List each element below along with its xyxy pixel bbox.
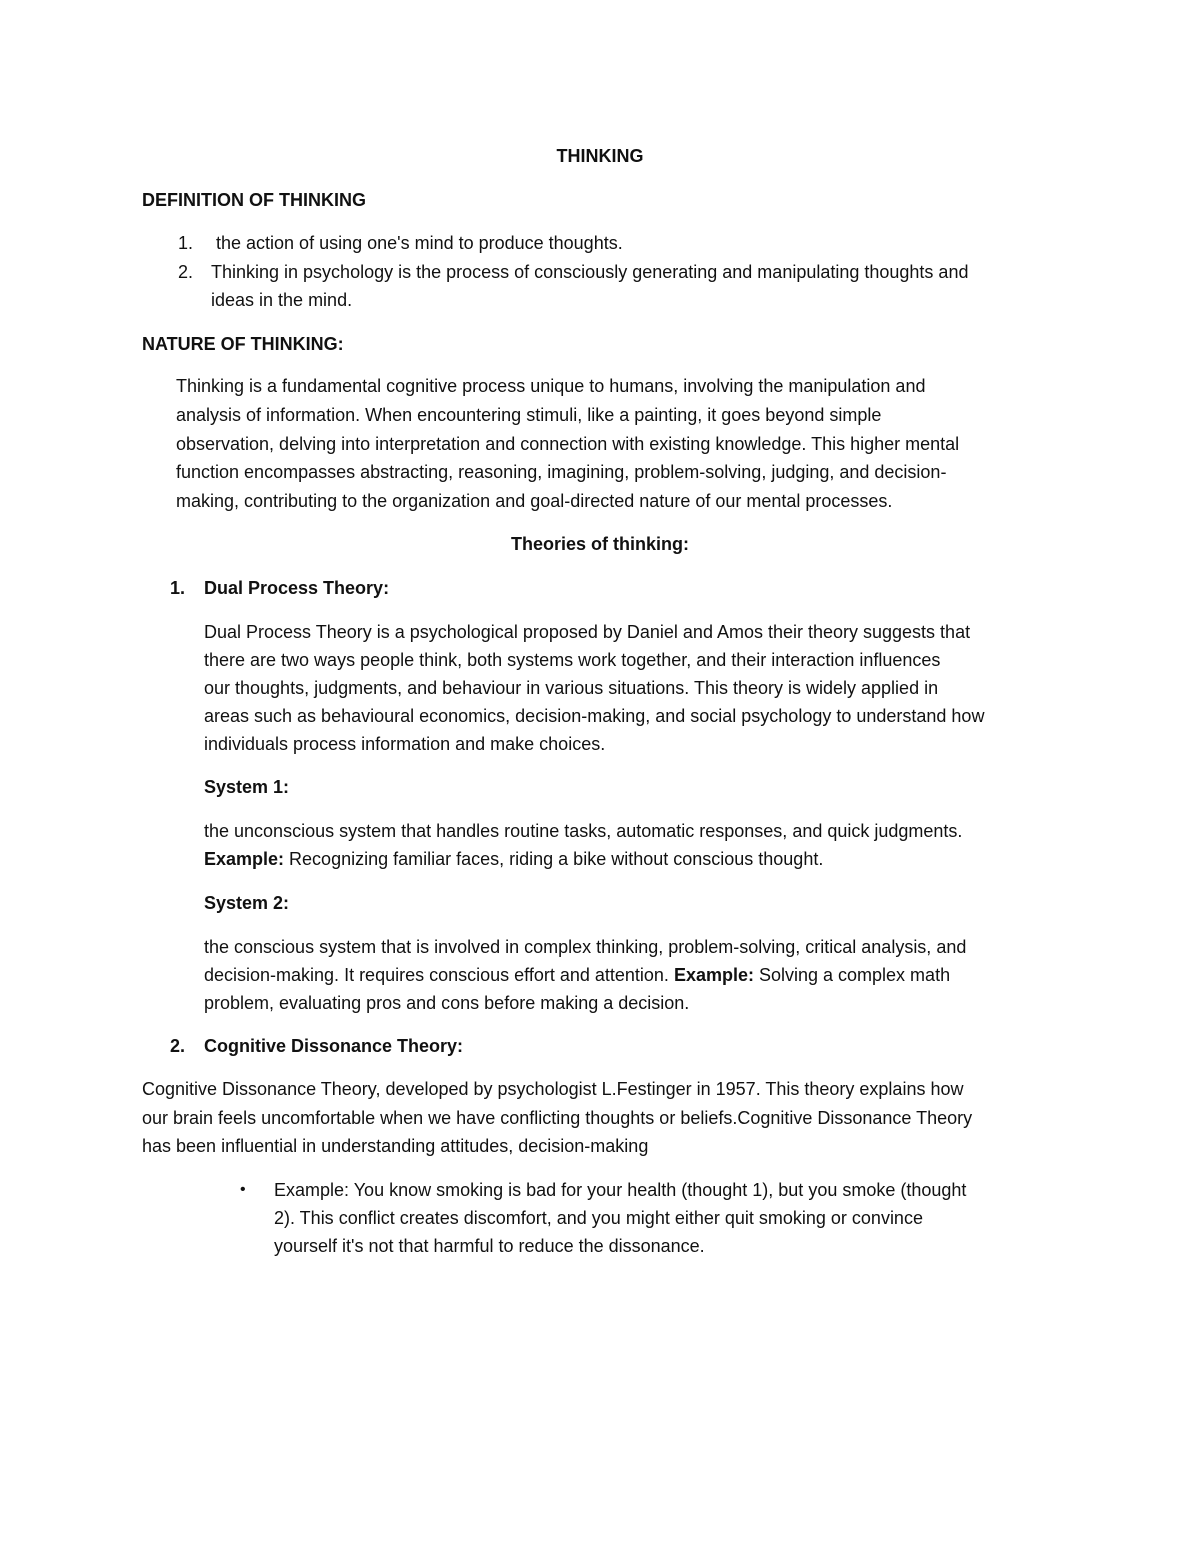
system-2-line-2 — [204, 961, 950, 989]
system-1-heading: System 1: — [204, 777, 290, 797]
system-1-example-label: Example: — [204, 849, 285, 869]
system-1-example-text: Recognizing familiar faces, riding a bike without conscious thought. — [284, 849, 824, 869]
system-2-line-3: problem, evaluating pros and cons before making a decision. — [204, 993, 690, 1013]
cognitive-dissonance-line-1: Cognitive Dissonance Theory, developed by psychologist L.Festinger in 1957. This theory explains how — [142, 1079, 964, 1099]
cognitive-dissonance-number: 2. — [170, 1036, 186, 1056]
bullet-line-1: Example: You know smoking is bad for your health (thought 1), but you smoke (thought — [274, 1180, 967, 1200]
dual-process-number: 1. — [170, 578, 186, 598]
system-1-line-1: the unconscious system that handles routine tasks, automatic responses, and quick judgments. — [204, 821, 963, 841]
definition-heading: DEFINITION OF THINKING — [142, 190, 366, 210]
dual-process-heading: Dual Process Theory: — [204, 578, 390, 598]
system-2-line-2-pre: decision-making. It requires conscious effort and attention. — [204, 965, 674, 985]
system-2-line-2-post: Solving a complex math — [753, 965, 951, 985]
system-2-line-1: the conscious system that is involved in complex thinking, problem-solving, critical analysis, and — [204, 937, 967, 957]
nature-heading: NATURE OF THINKING: — [142, 334, 344, 354]
cognitive-dissonance-line-3: has been influential in understanding attitudes, decision-making — [142, 1136, 649, 1156]
system-2-example-label: Example: — [673, 965, 754, 985]
dual-process-line-3: our thoughts, judgments, and behaviour in various situations. This theory is widely applied in — [204, 678, 939, 698]
cognitive-dissonance-heading: Cognitive Dissonance Theory: — [204, 1036, 464, 1056]
dual-process-line-5: individuals process information and make choices. — [204, 734, 606, 754]
theories-heading: Theories of thinking: — [511, 534, 689, 554]
page-title: THINKING — [556, 146, 644, 166]
bullet-line-3: yourself it's not that harmful to reduce the dissonance. — [274, 1236, 705, 1256]
nature-line-5: making, contributing to the organization and goal-directed nature of our mental processes. — [176, 491, 893, 511]
definition-item-1-text: the action of using one's mind to produce thoughts. — [216, 233, 623, 253]
nature-line-2: analysis of information. When encountering stimuli, like a painting, it goes beyond simple — [176, 405, 882, 425]
nature-line-1: Thinking is a fundamental cognitive process unique to humans, involving the manipulation and — [176, 376, 926, 396]
system-1-example — [204, 845, 823, 873]
nature-line-4: function encompasses abstracting, reasoning, imagining, problem-solving, judging, and decision- — [176, 462, 947, 482]
bullet-line-2: 2). This conflict creates discomfort, and you might either quit smoking or convince — [274, 1208, 923, 1228]
bullet-icon: • — [240, 1181, 246, 1198]
system-2-heading: System 2: — [204, 893, 290, 913]
nature-line-3: observation, delving into interpretation and connection with existing knowledge. This higher mental — [176, 434, 960, 454]
definition-item-1-number: 1. — [178, 233, 194, 253]
definition-item-2-line-1: Thinking in psychology is the process of consciously generating and manipulating thoughts and — [211, 262, 969, 282]
dual-process-line-1: Dual Process Theory is a psychological proposed by Daniel and Amos their theory suggests that — [204, 622, 971, 642]
cognitive-dissonance-line-2: our brain feels uncomfortable when we have conflicting thoughts or beliefs.Cognitive Dissonance Theory — [142, 1108, 973, 1128]
dual-process-line-2: there are two ways people think, both systems work together, and their interaction influences — [204, 650, 941, 670]
dual-process-line-4: areas such as behavioural economics, decision-making, and social psychology to understand how — [204, 706, 985, 726]
definition-item-2-line-2: ideas in the mind. — [211, 290, 353, 310]
definition-item-2-number: 2. — [178, 262, 194, 282]
